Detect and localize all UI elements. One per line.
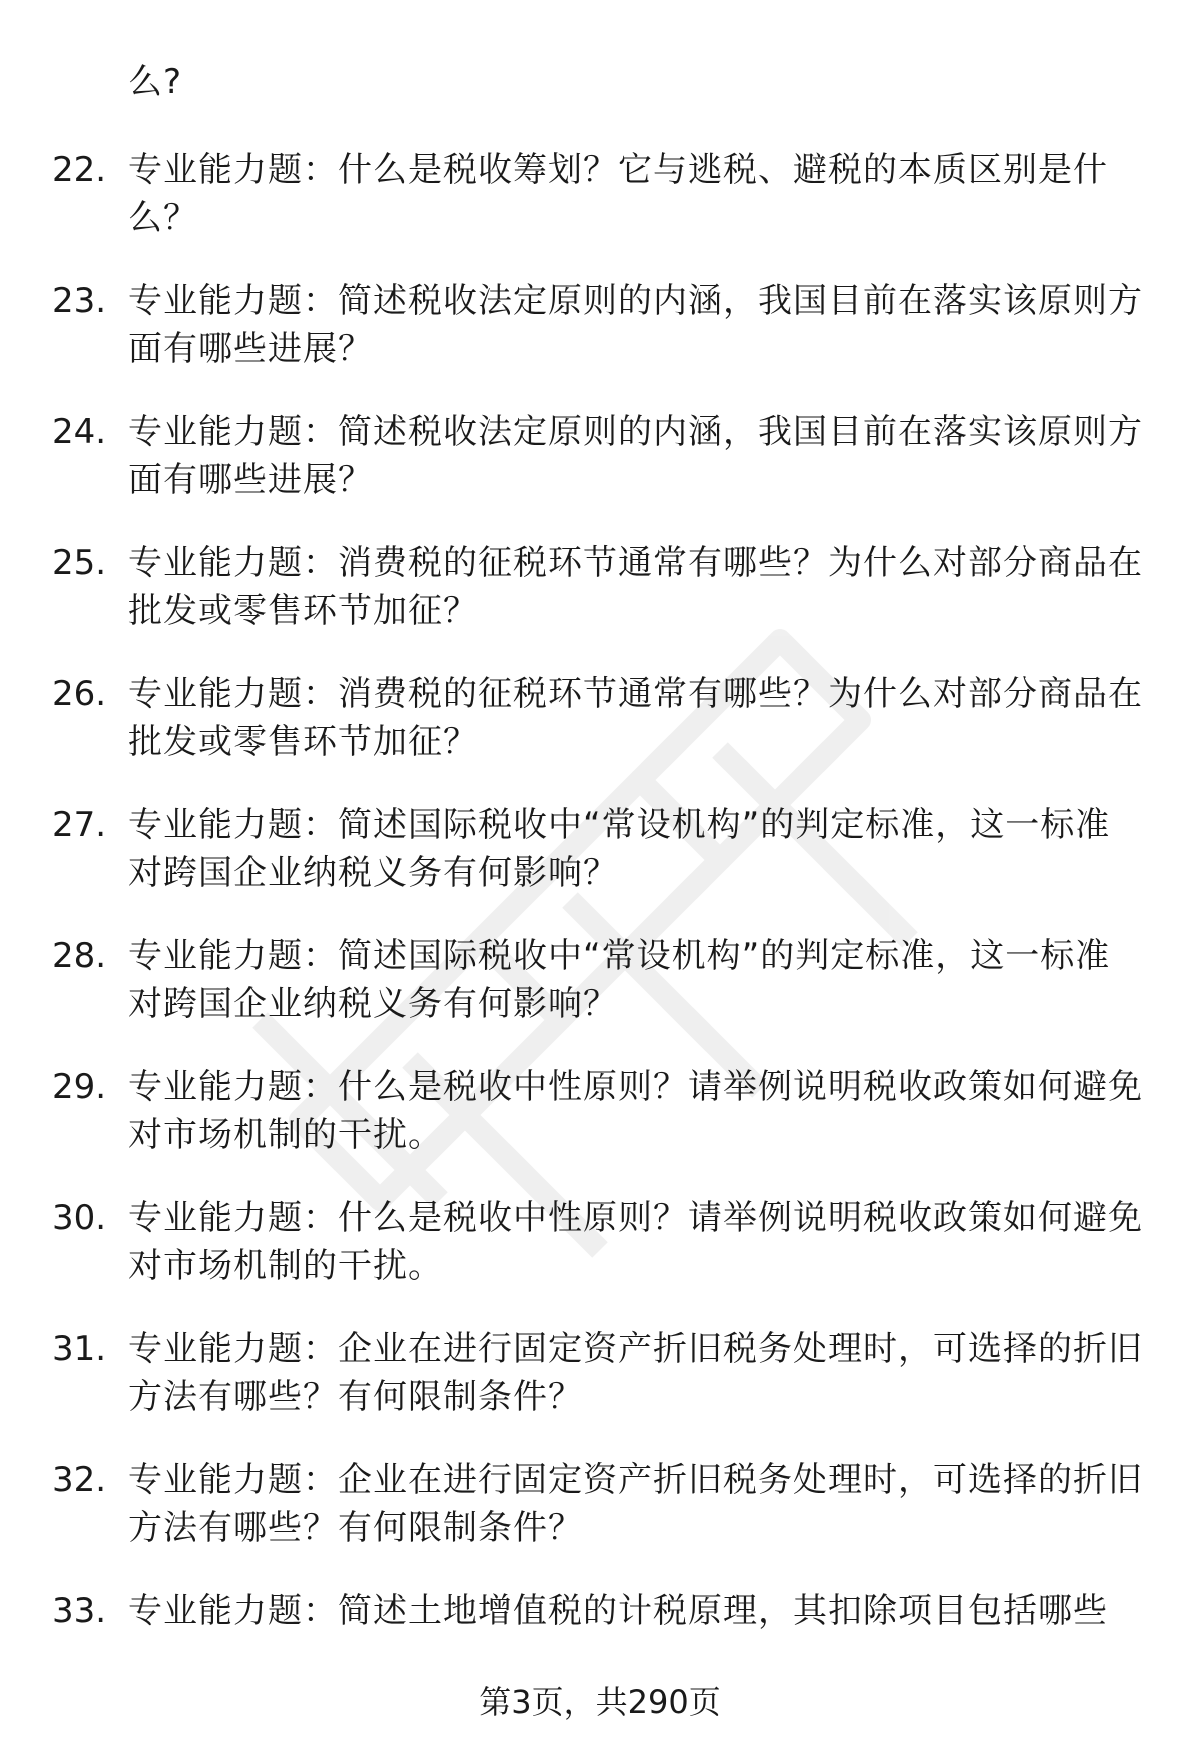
question-number: 23. (52, 281, 107, 321)
question-number: 24. (52, 412, 107, 452)
question-item (0, 801, 1200, 932)
question-text: 专业能力题：企业在进行固定资产折旧税务处理时，可选择的折旧方法有哪些？有何限制条件？ (128, 1329, 1143, 1417)
question-item (0, 146, 1200, 277)
question-item (0, 1194, 1200, 1325)
question-number: 28. (52, 936, 107, 976)
question-number: 32. (52, 1460, 107, 1500)
question-item (0, 1325, 1200, 1456)
question-item (0, 1063, 1200, 1194)
question-text: 专业能力题：简述国际税收中“常设机构”的判定标准，这一标准对跨国企业纳税义务有何影响？ (128, 936, 1111, 1024)
question-number: 30. (52, 1198, 107, 1238)
question-item (0, 277, 1200, 408)
question-number: 27. (52, 805, 107, 845)
question-number: 33. (52, 1591, 107, 1631)
question-number: 22. (52, 150, 107, 190)
question-text: 专业能力题：简述土地增值税的计税原理，其扣除项目包括哪些 (128, 1591, 1108, 1631)
question-text: 专业能力题：什么是税收筹划？它与逃税、避税的本质区别是什么？ (128, 150, 1108, 238)
question-text: 专业能力题：简述税收法定原则的内涵，我国目前在落实该原则方面有哪些进展？ (128, 412, 1143, 500)
question-item (0, 932, 1200, 1063)
question-number: 25. (52, 543, 107, 583)
question-number: 31. (52, 1329, 107, 1369)
question-text: 专业能力题：什么是税收中性原则？请举例说明税收政策如何避免对市场机制的干扰。 (128, 1198, 1143, 1286)
question-list (0, 146, 1200, 1718)
question-number: 29. (52, 1067, 107, 1107)
page-footer: 第3页，共290页 (479, 1683, 721, 1721)
question-text: 专业能力题：什么是税收中性原则？请举例说明税收政策如何避免对市场机制的干扰。 (128, 1067, 1143, 1155)
question-item (0, 1456, 1200, 1587)
question-text: 专业能力题：消费税的征税环节通常有哪些？为什么对部分商品在批发或零售环节加征？ (128, 674, 1143, 762)
question-text: 专业能力题：消费税的征税环节通常有哪些？为什么对部分商品在批发或零售环节加征？ (128, 543, 1143, 631)
question-item (0, 670, 1200, 801)
question-text: 专业能力题：企业在进行固定资产折旧税务处理时，可选择的折旧方法有哪些？有何限制条件？ (128, 1460, 1143, 1548)
question-text: 专业能力题：简述国际税收中“常设机构”的判定标准，这一标准对跨国企业纳税义务有何影响？ (128, 805, 1111, 893)
continuation-text: 么? (128, 62, 183, 102)
question-item (0, 539, 1200, 670)
question-text: 专业能力题：简述税收法定原则的内涵，我国目前在落实该原则方面有哪些进展？ (128, 281, 1143, 369)
question-item (0, 408, 1200, 539)
question-number: 26. (52, 674, 107, 714)
